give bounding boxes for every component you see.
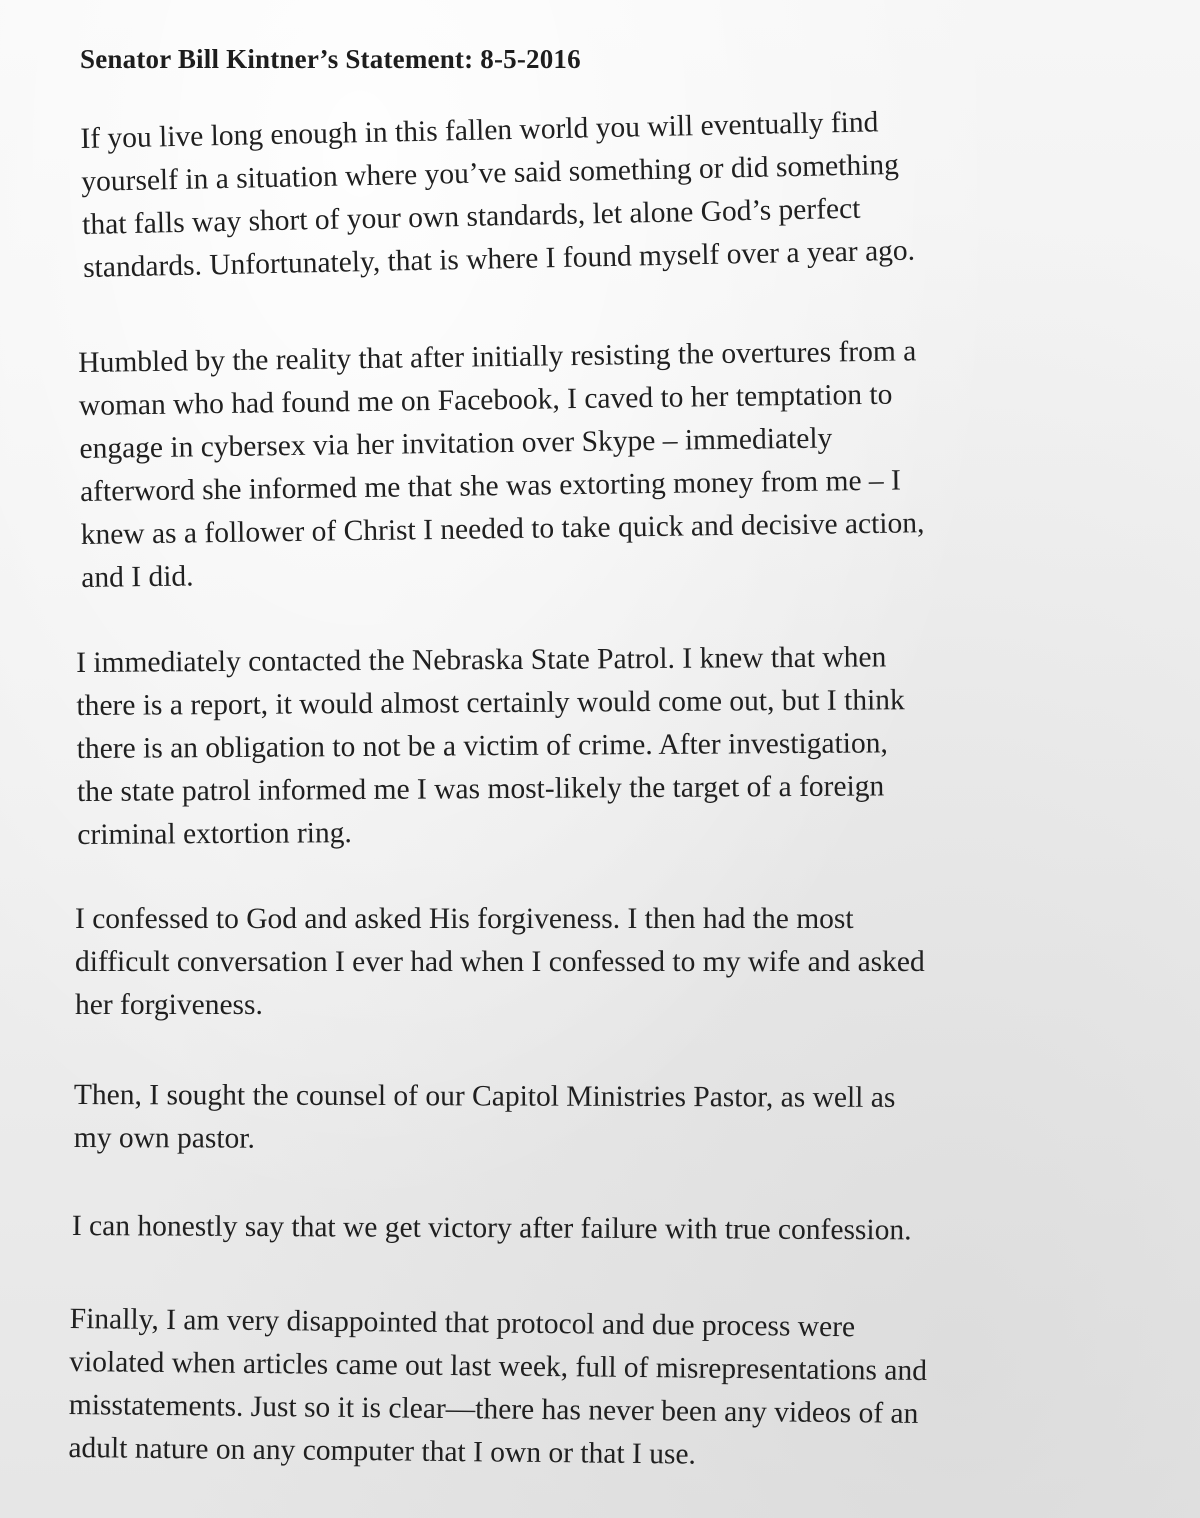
text-line: that falls way short of your own standards, let alone God’s perfect [81,192,861,241]
paragraph [74,1074,896,1163]
text-line: there is an obligation to not be a victim of crime. After investigation, [76,727,888,765]
text-line: her forgiveness. [75,989,263,1021]
text-line: criminal extortion ring. [77,817,352,851]
text-line: adult nature on any computer that I own or that I use. [68,1431,697,1471]
text-line: misstatements. Just so it is clear—there has never been any videos of an [68,1388,919,1430]
paragraph [72,1205,912,1252]
text-line: I confessed to God and asked His forgiveness. I then had the most [75,903,854,935]
text-line: afterword she informed me that she was extorting money from me – I [79,464,902,508]
text-line: difficult conversation I ever had when I confessed to my wife and asked [75,946,925,978]
text-line: engage in cybersex via her invitation over Skype – immediately [79,422,833,465]
paragraph [68,1298,927,1479]
text-line: and I did. [81,560,194,594]
text-line: knew as a follower of Christ I needed to take quick and decisive action, [80,507,925,551]
paragraph [80,101,915,290]
paragraph [76,636,906,857]
text-line: Then, I sought the counsel of our Capitol Ministries Pastor, as well as [73,1079,896,1114]
text-line: Finally, I am very disappointed that protocol and due process were [69,1302,856,1344]
text-line: there is a report, it would almost certainly would come out, but I think [76,684,905,722]
text-line: my own pastor. [73,1121,255,1155]
paragraph [78,330,925,600]
text-line: woman who had found me on Facebook, I caved to her temptation to [78,378,893,422]
text-line: I can honestly say that we get victory after failure with true confession. [71,1209,912,1247]
text-line: If you live long enough in this fallen world you will eventually find [80,106,879,155]
text-line: the state patrol informed me I was most-likely the target of a foreign [76,770,885,808]
text-line: violated when articles came out last week, full of misrepresentations and [69,1345,928,1387]
text-line: standards. Unfortunately, that is where I found myself over a year ago. [82,234,916,284]
document-title: Senator Bill Kintner’s Statement: 8-5-2016 [80,44,581,74]
text-line: Humbled by the reality that after initially resisting the overtures from a [78,335,917,379]
paragraph [75,898,925,1027]
text-line: yourself in a situation where you’ve said something or did something [81,148,900,198]
text-line: I immediately contacted the Nebraska State Patrol. I knew that when [76,641,887,679]
